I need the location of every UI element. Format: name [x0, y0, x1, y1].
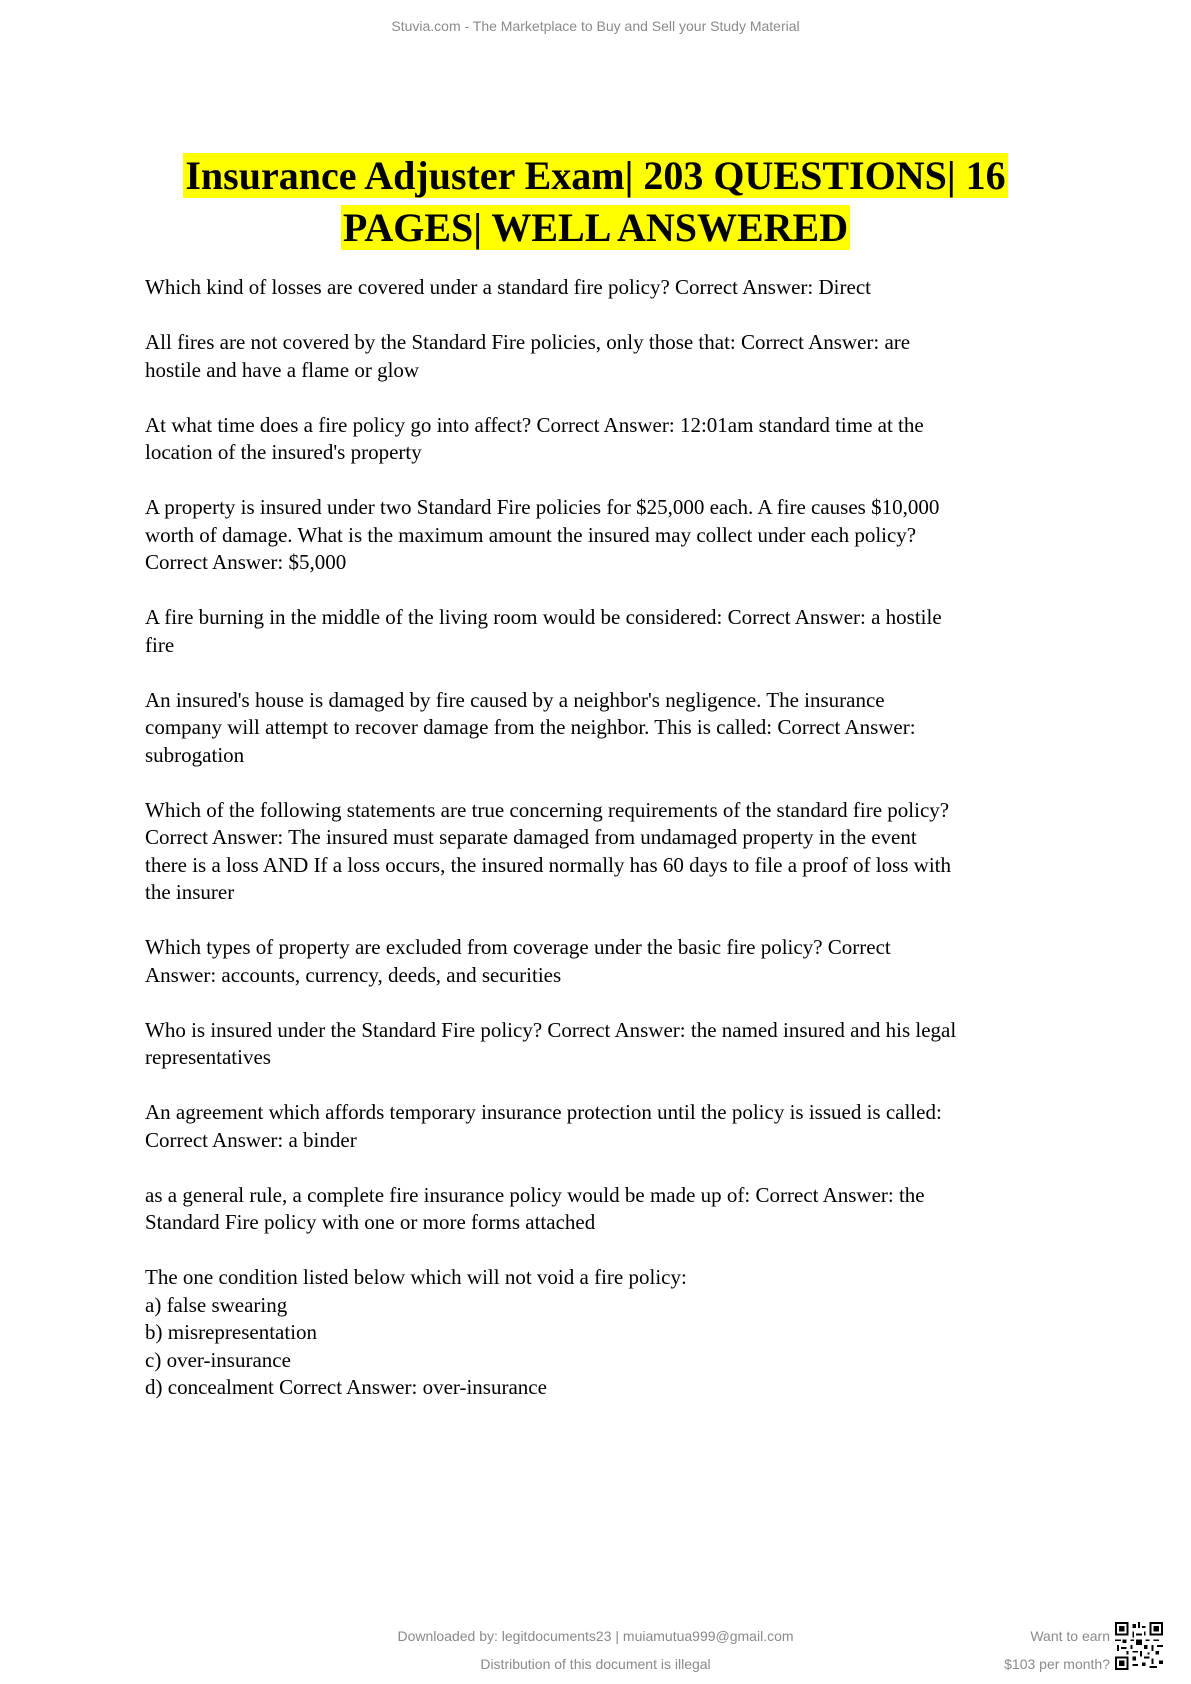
- qa-line: worth of damage. What is the maximum amount the insured may collect under each policy?: [145, 522, 917, 547]
- qa-line: A fire burning in the middle of the living room would be considered: Correct Answer: a hostile: [145, 605, 942, 629]
- qa-line: An insured's house is damaged by fire caused by a neighbor's negligence. The insurance: [145, 687, 885, 712]
- qa-line: the insurer: [145, 880, 235, 904]
- qa-item: [145, 604, 1095, 659]
- qa-item: [145, 1099, 1095, 1154]
- document-title: [60, 150, 1131, 254]
- qa-line: there is a loss AND If a loss occurs, the insured normally has 60 days to file a proof of loss with: [145, 852, 952, 877]
- qa-line: The one condition listed below which will not void a fire policy:: [145, 1265, 687, 1289]
- qa-line: A property is insured under two Standard Fire policies for $25,000 each. A fire causes $10,000: [145, 495, 940, 519]
- title-line-1: Insurance Adjuster Exam| 203 QUESTIONS| 16: [185, 153, 1006, 198]
- qa-line: location of the insured's property: [145, 440, 422, 464]
- qa-line: company will attempt to recover damage from the neighbor. This is called: Correct Answer:: [145, 715, 916, 739]
- qa-list: [145, 274, 1095, 1429]
- qa-line: At what time does a fire policy go into affect? Correct Answer: 12:01am standard time at the: [145, 412, 924, 437]
- qa-item: [145, 329, 1095, 384]
- earn-promo-line-2: $103 per month?: [1004, 1656, 1110, 1672]
- qa-line: Which kind of losses are covered under a standard fire policy? Correct Answer: Direct: [145, 275, 871, 299]
- qa-line: hostile and have a flame or glow: [145, 357, 420, 382]
- qa-item: [145, 412, 1095, 467]
- qa-line: Who is insured under the Standard Fire policy? Correct Answer: the named insured and his legal: [145, 1017, 957, 1042]
- title-line-2: PAGES| WELL ANSWERED: [342, 205, 849, 250]
- qa-line: Correct Answer: $5,000: [145, 550, 347, 574]
- qa-line: An agreement which affords temporary insurance protection until the policy is issued is called:: [145, 1100, 942, 1124]
- qa-item: [145, 1182, 1095, 1237]
- qa-line: Which of the following statements are true concerning requirements of the standard fire policy?: [145, 797, 950, 822]
- qa-line: fire: [145, 632, 175, 657]
- qa-line: b) misrepresentation: [145, 1320, 318, 1344]
- earn-promo-line-1: Want to earn: [1030, 1628, 1110, 1644]
- downloaded-by-text: Downloaded by: legitdocuments23 | muiamutua999@gmail.com: [397, 1628, 794, 1644]
- qa-line: Which types of property are excluded from coverage under the basic fire policy? Correct: [145, 935, 891, 959]
- qa-item: [145, 797, 1095, 907]
- qa-item: [145, 687, 1095, 770]
- qa-line: Answer: accounts, currency, deeds, and securities: [145, 962, 562, 987]
- distribution-notice: Distribution of this document is illegal: [480, 1656, 711, 1672]
- qa-line: a) false swearing: [145, 1292, 288, 1317]
- earn-promo[interactable]: [970, 1622, 1110, 1678]
- site-banner: Stuvia.com - The Marketplace to Buy and Sell your Study Material: [391, 18, 800, 34]
- qa-line: All fires are not covered by the Standard Fire policies, only those that: Correct Answer: are: [145, 330, 911, 354]
- qa-line: Correct Answer: The insured must separate damaged from undamaged property in the event: [145, 825, 917, 849]
- qa-line: as a general rule, a complete fire insurance policy would be made up of: Correct Answer: the: [145, 1182, 925, 1207]
- qa-line: subrogation: [145, 742, 245, 767]
- qa-line: representatives: [145, 1045, 271, 1069]
- qa-item: [145, 1017, 1095, 1072]
- qa-line: d) concealment Correct Answer: over-insurance: [145, 1375, 547, 1399]
- qa-item: [145, 274, 1095, 302]
- qa-line: c) over-insurance: [145, 1347, 291, 1372]
- qa-item: [145, 1264, 1095, 1402]
- qa-item: [145, 934, 1095, 989]
- qa-line: Correct Answer: a binder: [145, 1127, 357, 1152]
- qa-item: [145, 494, 1095, 577]
- qr-code-icon[interactable]: [1115, 1622, 1163, 1670]
- qa-line: Standard Fire policy with one or more forms attached: [145, 1210, 596, 1234]
